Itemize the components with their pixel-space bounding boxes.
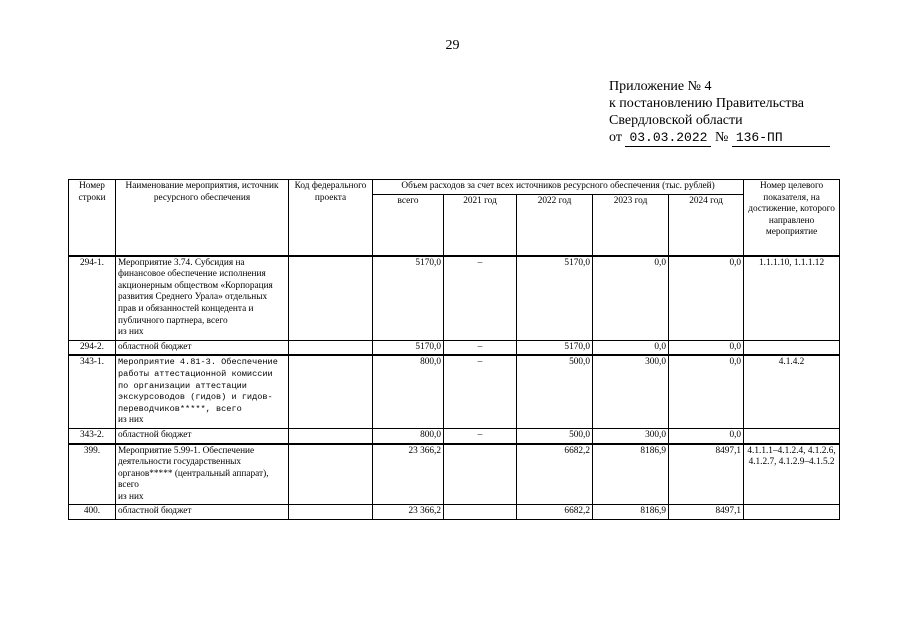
appendix-resolution-line: к постановлению Правительства bbox=[609, 96, 805, 111]
table-row bbox=[69, 256, 840, 341]
row-2024: 0,0 bbox=[669, 340, 744, 355]
row-federal-code bbox=[289, 256, 373, 341]
row-2023: 8186,9 bbox=[593, 444, 669, 505]
table-row bbox=[69, 340, 840, 355]
row-2021 bbox=[444, 505, 517, 520]
row-name bbox=[116, 355, 289, 428]
header-2023: 2023 год bbox=[593, 194, 669, 256]
row-name-tail: из них bbox=[118, 491, 144, 502]
row-2023: 0,0 bbox=[593, 340, 669, 355]
row-name-text: Мероприятие 4.81-3. Обеспечение работы аттестационной комиссии по организации аттестации экскурсоводов (гидов) и гидов-переводчиков*****, всего bbox=[118, 357, 278, 414]
row-total: 800,0 bbox=[373, 428, 444, 443]
row-name-tail: из них bbox=[118, 415, 144, 426]
row-number: 343-2. bbox=[69, 428, 116, 443]
row-target bbox=[744, 340, 840, 355]
row-name-text: Мероприятие 3.74. Субсидия на финансовое обеспечение исполнения акционерным обществом «Корпорация развития Среднего Урала» отдельных прав и обязанностей концедента и публичного партнера, всего bbox=[118, 257, 273, 326]
row-2021: – bbox=[444, 428, 517, 443]
row-2022: 6682,2 bbox=[517, 505, 593, 520]
row-total: 5170,0 bbox=[373, 340, 444, 355]
row-total: 800,0 bbox=[373, 355, 444, 428]
row-2023: 300,0 bbox=[593, 428, 669, 443]
row-target: 1.1.1.10, 1.1.1.12 bbox=[744, 256, 840, 341]
row-2023: 0,0 bbox=[593, 256, 669, 341]
row-2024: 8497,1 bbox=[669, 505, 744, 520]
row-federal-code bbox=[289, 340, 373, 355]
appendix-region-line: Свердловской области bbox=[609, 113, 743, 128]
row-total: 5170,0 bbox=[373, 256, 444, 341]
table-row bbox=[69, 505, 840, 520]
row-name bbox=[116, 444, 289, 505]
header-expenses-group: Объем расходов за счет всех источников ресурсного обеспечения (тыс. рублей) bbox=[373, 180, 744, 195]
header-2021: 2021 год bbox=[444, 194, 517, 256]
appendix-title: Приложение № 4 bbox=[609, 79, 712, 94]
row-name bbox=[116, 256, 289, 341]
row-2022: 500,0 bbox=[517, 355, 593, 428]
row-2023: 8186,9 bbox=[593, 505, 669, 520]
number-label: № bbox=[714, 130, 729, 145]
row-name-tail: из них bbox=[118, 327, 144, 338]
row-number: 294-2. bbox=[69, 340, 116, 355]
table-header-row bbox=[69, 180, 840, 195]
row-2021: – bbox=[444, 355, 517, 428]
row-number: 399. bbox=[69, 444, 116, 505]
row-name-text: Мероприятие 5.99-1. Обеспечение деятельности государственных органов***** (центральный аппарат), всего bbox=[118, 445, 269, 491]
expenses-table bbox=[68, 179, 840, 520]
header-2024: 2024 год bbox=[669, 194, 744, 256]
row-federal-code bbox=[289, 355, 373, 428]
from-label: от bbox=[609, 130, 622, 145]
table-row bbox=[69, 355, 840, 428]
appendix-date-line bbox=[609, 129, 830, 147]
row-federal-code bbox=[289, 428, 373, 443]
header-2022: 2022 год bbox=[517, 194, 593, 256]
row-2022: 6682,2 bbox=[517, 444, 593, 505]
row-2021: – bbox=[444, 340, 517, 355]
row-2021: – bbox=[444, 256, 517, 341]
row-total: 23 366,2 bbox=[373, 505, 444, 520]
row-2021 bbox=[444, 444, 517, 505]
row-name: областной бюджет bbox=[116, 428, 289, 443]
table-row bbox=[69, 428, 840, 443]
page-number: 29 bbox=[445, 38, 460, 53]
appendix-block bbox=[609, 78, 830, 147]
row-2022: 500,0 bbox=[517, 428, 593, 443]
header-name: Наименование мероприятия, источник ресурсного обеспечения bbox=[116, 180, 289, 256]
row-2023: 300,0 bbox=[593, 355, 669, 428]
table-row bbox=[69, 444, 840, 505]
row-name: областной бюджет bbox=[116, 340, 289, 355]
row-federal-code bbox=[289, 505, 373, 520]
resolution-number: 136-ПП bbox=[732, 129, 830, 147]
header-total: всего bbox=[373, 194, 444, 256]
row-target: 4.1.4.2 bbox=[744, 355, 840, 428]
row-2022: 5170,0 bbox=[517, 256, 593, 341]
row-federal-code bbox=[289, 444, 373, 505]
row-2024: 8497,1 bbox=[669, 444, 744, 505]
row-name: областной бюджет bbox=[116, 505, 289, 520]
row-number: 294-1. bbox=[69, 256, 116, 341]
row-total: 23 366,2 bbox=[373, 444, 444, 505]
row-target: 4.1.1.1–4.1.2.4, 4.1.2.6, 4.1.2.7, 4.1.2.9–4.1.5.2 bbox=[744, 444, 840, 505]
header-target: Номер целевого показателя, на достижение, которого направлено мероприятие bbox=[744, 180, 840, 256]
row-target bbox=[744, 505, 840, 520]
header-federal-code: Код федерального проекта bbox=[289, 180, 373, 256]
row-2024: 0,0 bbox=[669, 355, 744, 428]
header-row-number: Номер строки bbox=[69, 180, 116, 256]
row-number: 343-1. bbox=[69, 355, 116, 428]
row-target bbox=[744, 428, 840, 443]
row-2022: 5170,0 bbox=[517, 340, 593, 355]
row-2024: 0,0 bbox=[669, 428, 744, 443]
resolution-date: 03.03.2022 bbox=[625, 129, 711, 147]
row-number: 400. bbox=[69, 505, 116, 520]
row-2024: 0,0 bbox=[669, 256, 744, 341]
